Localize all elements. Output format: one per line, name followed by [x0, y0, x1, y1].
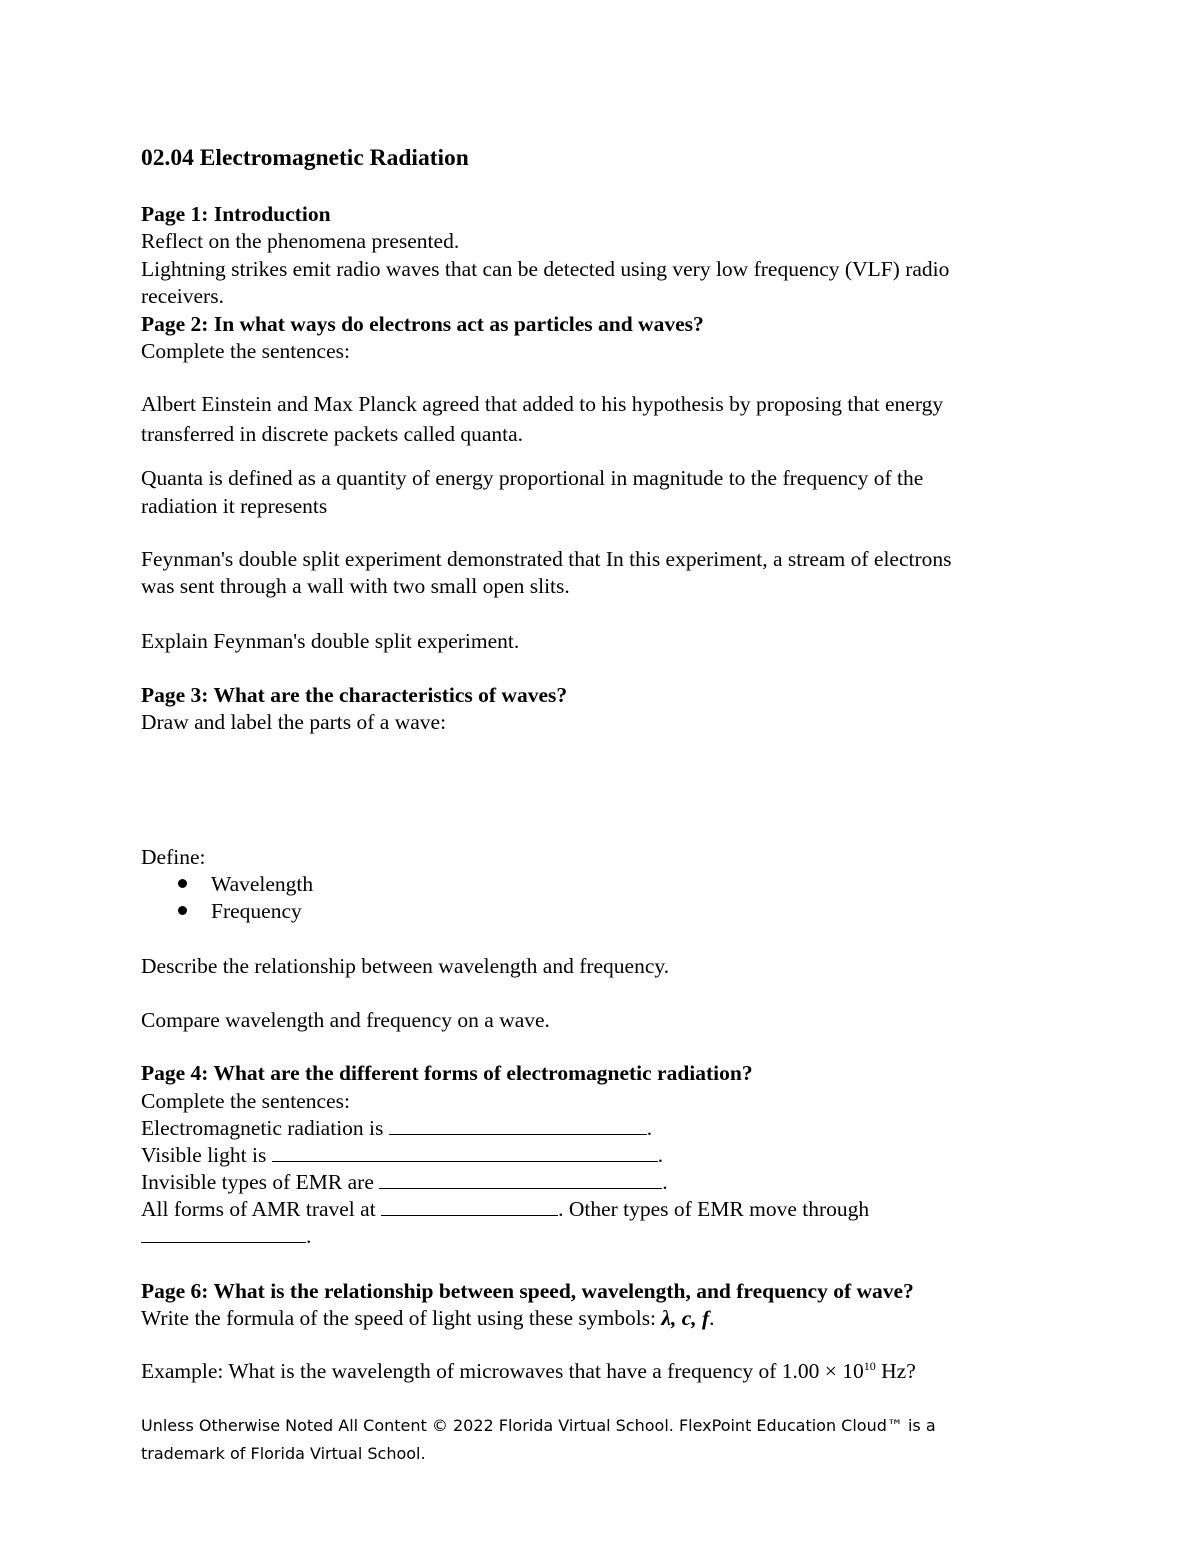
answer-blank[interactable]: [381, 1197, 558, 1216]
page6-formula-prompt: [141, 1305, 715, 1332]
example-unit: Hz?: [875, 1359, 916, 1383]
footer-copyright: trademark of Florida Virtual School.: [141, 1444, 426, 1463]
formula-period: .: [709, 1306, 715, 1330]
bullet-icon: [178, 879, 187, 888]
page2-heading: Page 2: In what ways do electrons act as particles and waves?: [141, 312, 704, 336]
page2-paragraph: transferred in discrete packets called quanta.: [141, 422, 524, 446]
list-item: Frequency: [211, 899, 302, 923]
footer-copyright: Unless Otherwise Noted All Content © 2022 Florida Virtual School. FlexPoint Education Cloud™ is a: [141, 1416, 936, 1435]
page3-define-label: Define:: [141, 845, 206, 869]
page2-paragraph: Albert Einstein and Max Planck agreed that added to his hypothesis by proposing that energy: [141, 392, 944, 416]
sentence-period: .: [657, 1143, 664, 1167]
formula-text: Write the formula of the speed of light using these symbols:: [141, 1306, 657, 1330]
page6-example: [141, 1358, 916, 1385]
page4-heading: Page 4: What are the different forms of electromagnetic radiation?: [141, 1061, 753, 1085]
sentence-text: Invisible types of EMR are: [141, 1170, 374, 1194]
sentence-text: . Other types of EMR move through: [558, 1197, 870, 1221]
page2-question: Explain Feynman's double split experiment.: [141, 629, 520, 653]
page2-paragraph: Quanta is defined as a quantity of energy proportional in magnitude to the frequency of the: [141, 466, 924, 490]
page1-text: Lightning strikes emit radio waves that can be detected using very low frequency (VLF) radio: [141, 257, 950, 281]
answer-blank[interactable]: [141, 1224, 306, 1243]
formula-symbols: λ, c, f: [661, 1306, 710, 1330]
example-text: Example: What is the wavelength of microwaves that have a frequency of 1.00 × 10: [141, 1359, 864, 1383]
page1-text: receivers.: [141, 284, 224, 308]
sentence-text: All forms of AMR travel at: [141, 1197, 376, 1221]
sentence-period: .: [662, 1170, 668, 1194]
page2-instruction: Complete the sentences:: [141, 339, 350, 363]
sentence-period: .: [306, 1224, 312, 1248]
page2-paragraph: Feynman's double split experiment demonstrated that In this experiment, a stream of electrons: [141, 547, 952, 571]
answer-blank[interactable]: [272, 1143, 658, 1162]
page4-instruction: Complete the sentences:: [141, 1089, 350, 1113]
page3-instruction: Draw and label the parts of a wave:: [141, 710, 447, 734]
page3-heading: Page 3: What are the characteristics of waves?: [141, 683, 568, 707]
answer-blank[interactable]: [389, 1116, 647, 1135]
page3-compare: Compare wavelength and frequency on a wave.: [141, 1008, 550, 1032]
page3-describe: Describe the relationship between wavelength and frequency.: [141, 954, 670, 978]
page4-sentence: [141, 1142, 663, 1169]
list-item: Wavelength: [211, 872, 314, 896]
page4-sentence: [141, 1196, 869, 1223]
sentence-text: Electromagnetic radiation is: [141, 1116, 384, 1140]
sentence-period: .: [646, 1116, 653, 1140]
sentence-text: Visible light is: [141, 1143, 267, 1167]
page1-text: Reflect on the phenomena presented.: [141, 229, 460, 253]
page6-heading: Page 6: What is the relationship between speed, wavelength, and frequency of wave?: [141, 1279, 914, 1303]
answer-blank[interactable]: [379, 1170, 662, 1189]
page1-heading: Page 1: Introduction: [141, 202, 331, 226]
example-exponent: 10: [863, 1358, 876, 1373]
page2-paragraph: was sent through a wall with two small open slits.: [141, 574, 570, 598]
page4-sentence: [141, 1223, 311, 1250]
document-title: 02.04 Electromagnetic Radiation: [141, 145, 469, 171]
bullet-icon: [178, 906, 187, 915]
page2-paragraph: radiation it represents: [141, 494, 328, 518]
page4-sentence: [141, 1115, 652, 1142]
page4-sentence: [141, 1169, 668, 1196]
